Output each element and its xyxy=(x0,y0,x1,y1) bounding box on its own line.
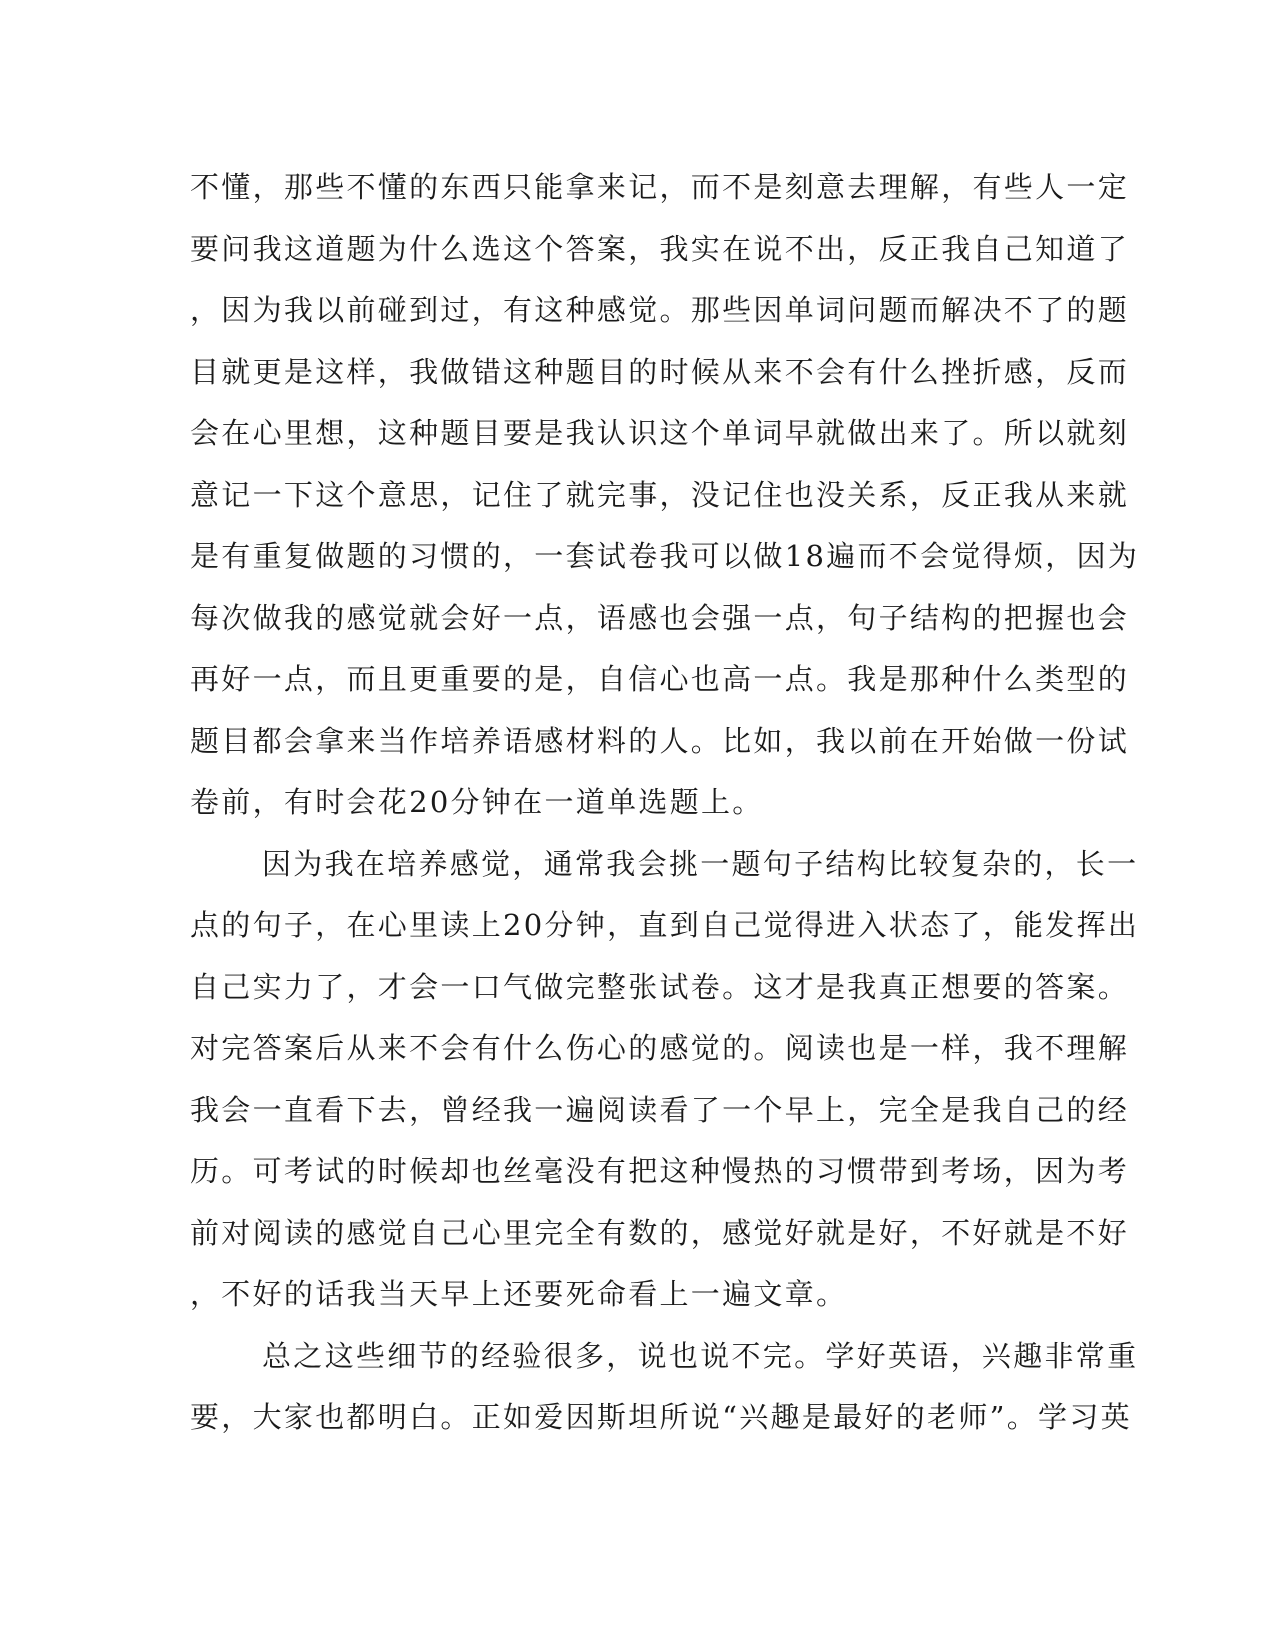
text-line: ，因为我以前碰到过，有这种感觉。那些因单词问题而解决不了的题 xyxy=(190,293,1130,327)
text-line: 会在心里想，这种题目要是我认识这个单词早就做出来了。所以就刻 xyxy=(190,416,1130,450)
text-line: ，不好的话我当天早上还要死命看上一遍文章。 xyxy=(190,1277,848,1311)
text-line: 再好一点，而且更重要的是，自信心也高一点。我是那种什么类型的 xyxy=(190,662,1130,696)
paragraph-first-line: 总之这些细节的经验很多，说也说不完。学好英语，兴趣非常重 xyxy=(262,1338,1139,1373)
text-line: 不懂，那些不懂的东西只能拿来记，而不是刻意去理解，有些人一定 xyxy=(190,170,1130,204)
paragraph-first-line: 因为我在培养感觉，通常我会挑一题句子结构比较复杂的，长一 xyxy=(262,846,1139,881)
text-line: 我会一直看下去，曾经我一遍阅读看了一个早上，完全是我自己的经 xyxy=(190,1092,1130,1127)
text-line: 目就更是这样，我做错这种题目的时候从来不会有什么挫折感，反而 xyxy=(190,354,1130,389)
text-line: 前对阅读的感觉自己心里完全有数的，感觉好就是好，不好就是不好 xyxy=(190,1215,1130,1250)
text-line: 要，大家也都明白。正如爱因斯坦所说“兴趣是最好的老师”。学习英 xyxy=(190,1400,1132,1434)
text-line: 意记一下这个意思，记住了就完事，没记住也没关系，反正我从来就 xyxy=(190,477,1130,512)
text-line: 历。可考试的时候却也丝毫没有把这种慢热的习惯带到考场，因为考 xyxy=(190,1154,1130,1188)
text-line: 自己实力了，才会一口气做完整张试卷。这才是我真正想要的答案。 xyxy=(190,969,1130,1004)
text-line: 题目都会拿来当作培养语感材料的人。比如，我以前在开始做一份试 xyxy=(190,723,1130,758)
text-line: 是有重复做题的习惯的，一套试卷我可以做18遍而不会觉得烦，因为 xyxy=(190,539,1140,573)
text-line: 要问我这道题为什么选这个答案，我实在说不出，反正我自己知道了 xyxy=(190,231,1130,266)
text-line: 卷前，有时会花20分钟在一道单选题上。 xyxy=(190,785,764,819)
text-line: 点的句子，在心里读上20分钟，直到自己觉得进入状态了，能发挥出 xyxy=(190,908,1140,942)
text-line: 每次做我的感觉就会好一点，语感也会强一点，句子结构的把握也会 xyxy=(190,600,1130,635)
document-body xyxy=(190,157,1140,1449)
text-line: 对完答案后从来不会有什么伤心的感觉的。阅读也是一样，我不理解 xyxy=(190,1031,1130,1065)
